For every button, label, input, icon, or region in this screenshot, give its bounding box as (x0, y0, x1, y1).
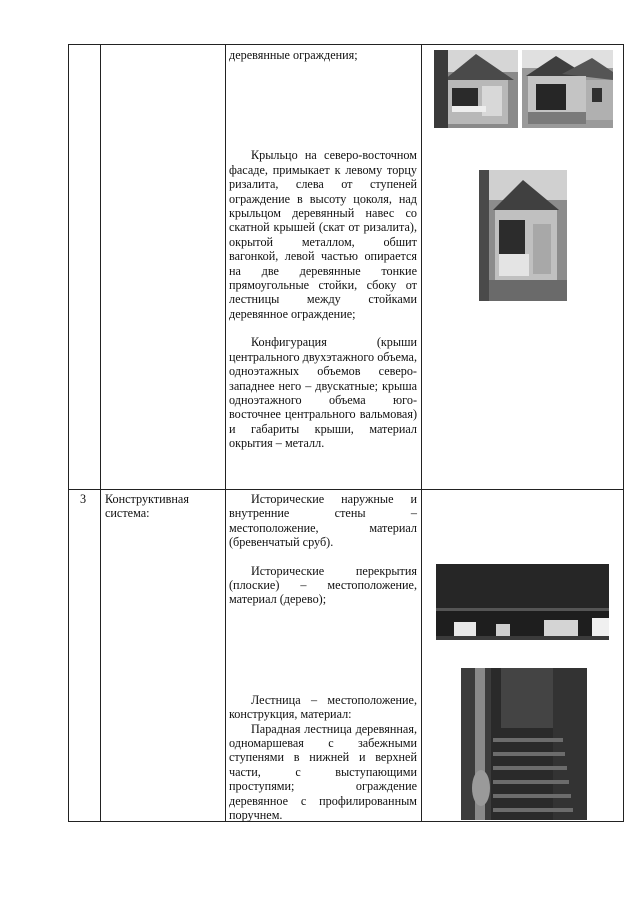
staircase-photo (461, 668, 587, 820)
column-divider (225, 44, 226, 822)
attribute-table (68, 44, 624, 822)
column-divider (100, 44, 101, 822)
porch-photo-right (522, 50, 613, 128)
paragraph: Парадная лестница деревянная, одномаршевая с забежными ступенями в нижней и верхней части, с выступающими проступями; ограждение деревянное с профилированным поручнем. (229, 721, 417, 823)
paragraph: Конфигурация (крыши центрального двухэтажного объема, одноэтажных объемов северо-западнее него – двускатные; крыша одноэтажного объема юго-восточнее центрального вальмовая) и габариты крыши, материал окрытия – металл. (229, 335, 417, 451)
row-element-name: Конструктивная система: (105, 492, 189, 521)
row-divider (68, 489, 624, 490)
row-1-description (229, 48, 417, 451)
table-border-left (68, 44, 69, 822)
column-divider (421, 44, 422, 822)
paragraph: Лестница – местоположение, конструкция, материал: (229, 692, 417, 722)
table-border-top (68, 44, 624, 45)
porch-photo-left (434, 50, 518, 128)
paragraph: Крыльцо на северо-восточном фасаде, примыкает к левому торцу ризалита, слева от ступеней ограждение в высоту цоколя, над крыльцом деревянный навес со скатной крышей (скат от ризалита), окрытой металлом, обшит вагонкой, левой частью опирается на две деревянные тонкие прямоугольные стойки, сбоку от лестницы между стойками деревянное ограждение; (229, 148, 417, 321)
row-3-description (229, 492, 417, 823)
table-border-right (623, 44, 624, 822)
paragraph: деревянные ограждения; (229, 48, 358, 62)
paragraph: Исторические перекрытия (плоские) – местоположение, материал (дерево); (229, 563, 417, 607)
row-number: 3 (80, 492, 87, 506)
ceiling-photo (436, 564, 609, 640)
north-east-porch-photo (479, 170, 567, 301)
paragraph: Исторические наружные и внутренние стены – местоположение, материал (бревенчатый сруб). (229, 492, 417, 550)
